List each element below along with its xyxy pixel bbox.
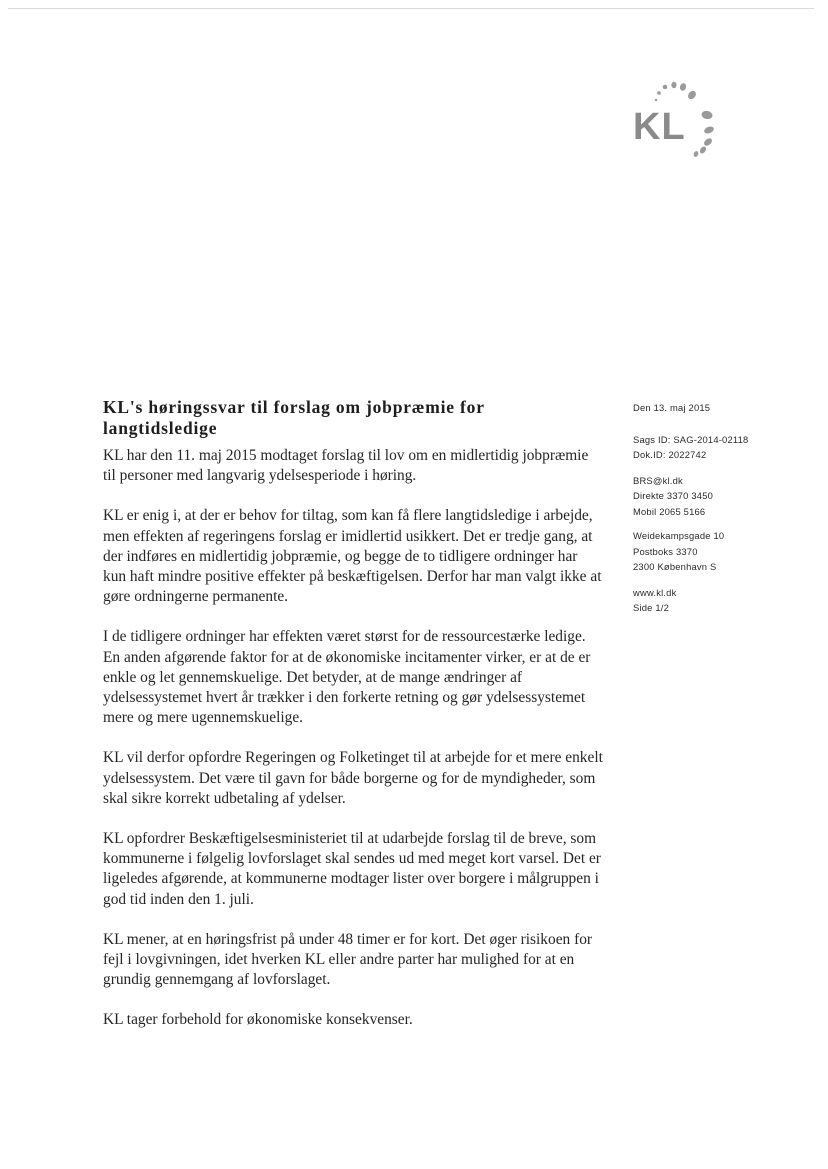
street-address: Weidekampsgade 10 [633, 530, 725, 541]
paragraph-3: I de tidligere ordninger har effekten været størst for de ressourcestærke ledige. En anden afgørende faktor for at de økonomiske incitamenter virker, er at de er enkle og let gennemskuelige. Det betyder, at de mange ændringer af ydelsessystemet hvert år trækker i den forkerte retning og gør ydelsessystemet mere og mere ugennemskuelige. [103, 628, 591, 727]
direct-phone: Direkte 3370 3450 [633, 490, 714, 501]
paragraph-6: KL mener, at en høringsfrist på under 48 timer er for kort. Det øger risikoen for fejl i lovgivningen, idet hverken KL eller andre parter har mulighed for at en grundig gennemgang af lovforslaget. [103, 930, 593, 989]
scan-edge-line [8, 8, 814, 9]
postbox: Postboks 3370 [633, 545, 698, 557]
paragraph-4: KL vil derfor opfordre Regeringen og Folketinget til at arbejde for et mere enkelt ydelsessystem. Det være til gavn for både borgerne og for de myndigheder, som skal sikre korrekt udbetaling af ydelser. [103, 749, 603, 807]
document-date: Den 13. maj 2015 [633, 402, 711, 413]
paragraph-2: KL er enig i, at der er behov for tiltag, som kan få flere langtidsledige i arbejde, men effekten af regeringens forslag er imidlertid usikkert. Det er tredje gang, at der indføres en midlertidig jobpræmie, og begge de to tidligere ordninger har kun haft mindre positive effekter på beskæftigelsen. Derfor har man valgt ikke at gøre ordningerne permanente. [103, 507, 602, 606]
postal-city: 2300 København S [633, 561, 717, 572]
document-body [103, 446, 603, 1051]
paragraph-5: KL opfordrer Beskæftigelsesministeriet til at udarbejde forslag til de breve, som kommunerne i følgelig lovforslaget skal sendes ud med meget kort varsel. Det er ligeledes afgørende, at kommunerne modtager lister over borgere i målgruppen i god tid inden den 1. juli. [103, 830, 601, 908]
mobile-phone: Mobil 2065 5166 [633, 505, 706, 517]
website-link[interactable]: www.kl.dk [633, 586, 677, 598]
paragraph-7: KL tager forbehold for økonomiske konsekvenser. [103, 1011, 413, 1029]
sidebar-metadata [633, 400, 813, 626]
sags-id: Sags ID: SAG-2014-02118 [633, 433, 749, 445]
paragraph-1: KL har den 11. maj 2015 modtaget forslag til lov om en midlertidig jobpræmie til personer med langvarig ydelsesperiode i høring. [103, 447, 589, 485]
kl-logo-text: KL [633, 106, 686, 148]
contact-email[interactable]: BRS@kl.dk [633, 474, 683, 486]
page-number: Side 1/2 [633, 602, 670, 613]
kl-logo [630, 78, 720, 162]
document-title: KL's høringssvar til forslag om jobpræmie for langtidsledige [103, 397, 485, 438]
dok-id: Dok.ID: 2022742 [633, 449, 707, 460]
